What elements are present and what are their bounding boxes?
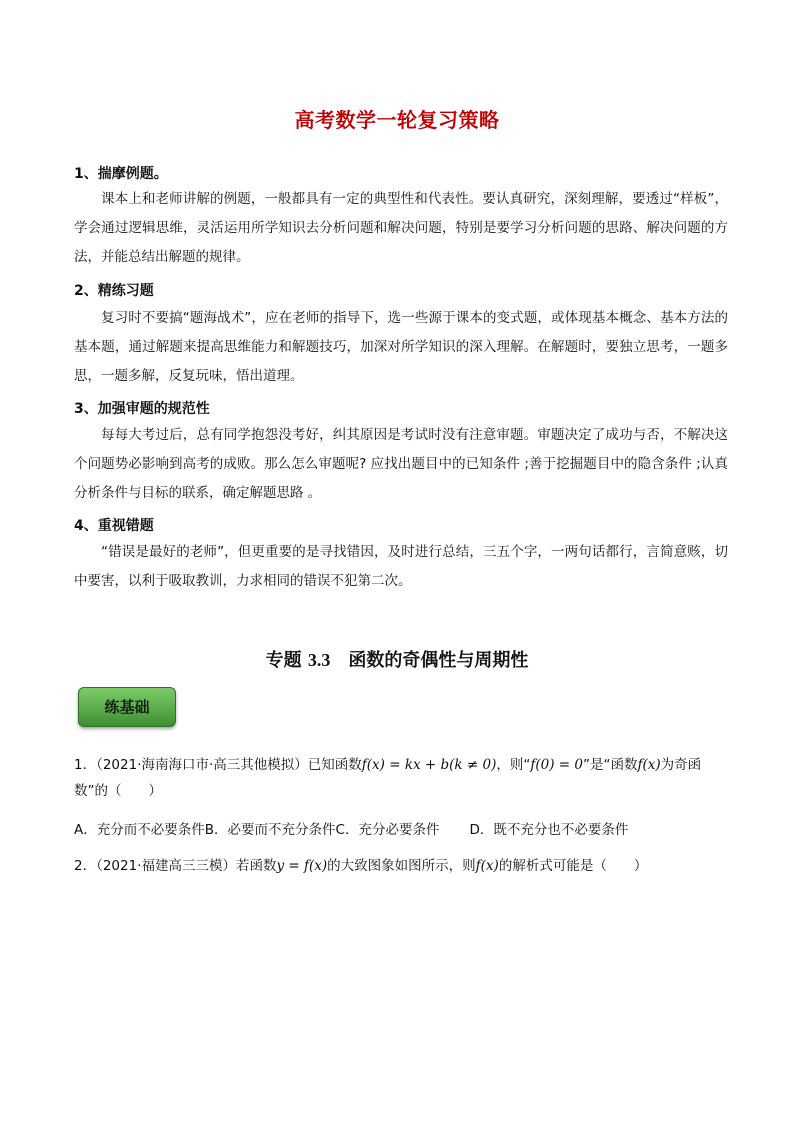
topic-title: 函数的奇偶性与周期性 <box>348 650 529 671</box>
q1-option-c: C．充分必要条件 <box>335 822 440 838</box>
section-text-1: 课本上和老师讲解的例题，一般都具有一定的典型性和代表性。要认真研究，深刻理解，要透过“样板”，学会通过逻辑思维，灵活运用所学知识去分析问题和解决问题，特别是要学习分析问题的思路、解决问题的方法，并能总结出解题的规律。 <box>74 191 728 265</box>
q1-mid-2: ”是“函数 <box>582 757 638 773</box>
q2-mid: 的大致图象如图所示，则 <box>327 858 476 874</box>
q1-option-d: D．既不充分也不必要条件 <box>469 822 629 838</box>
question-1 <box>74 752 734 804</box>
section-heading-4: 4、重视错题 <box>74 518 154 534</box>
q1-suffix: 为奇函数”的（ ） <box>74 757 702 799</box>
q1-formula-3: f(x) <box>637 757 661 773</box>
section-text-2: 复习时不要搞“题海战术”，应在老师的指导下，选一些源于课本的变式题，或体现基本概念、基本方法的基本题，通过解题来提高思维能力和解题技巧，加深对所学知识的深入理解。在解题时，要独立思考，一题多思，一题多解，反复玩味，悟出道理。 <box>74 310 728 384</box>
q1-formula-1: f(x) = kx + b(k ≠ 0) <box>361 757 497 773</box>
topic-number: 3.3 <box>307 650 331 670</box>
section-heading-3: 3、加强审题的规范性 <box>74 401 210 417</box>
section-heading-1: 1、揣摩例题。 <box>74 166 168 182</box>
section-heading-2: 2、精练习题 <box>74 283 154 299</box>
section-text-3: 每每大考过后，总有同学抱怨没考好，纠其原因是考试时没有注意审题。审题决定了成功与否，不解决这个问题势必影响到高考的成败。那么怎么审题呢? 应找出题目中的已知条件 ;善于挖掘题目中的隐含条件 ;认真分析条件与目标的联系，确定解题思路 。 <box>74 427 728 501</box>
q2-prefix: 2．（2021·福建高三三模）若函数 <box>74 858 277 874</box>
q1-option-b: B．必要而不充分条件 <box>204 822 336 838</box>
q1-option-a: A．充分而不必要条件 <box>74 822 205 838</box>
question-1-options <box>74 820 734 840</box>
topic-prefix: 专题 <box>265 650 308 671</box>
q2-suffix: 的解析式可能是（ ） <box>498 858 648 874</box>
q2-formula-2: f(x) <box>475 858 499 874</box>
topic-heading <box>0 646 794 672</box>
section-text-4: “错误是最好的老师”，但更重要的是寻找错因，及时进行总结，三五个字，一两句话都行，言简意赅，切中要害，以利于吸取教训，力求相同的错误不犯第二次。 <box>74 544 728 589</box>
question-2 <box>74 856 734 876</box>
q1-mid-1: ，则“ <box>496 757 531 773</box>
q1-prefix: 1．（2021·海南海口市·高三其他模拟）已知函数 <box>74 757 362 773</box>
practice-basics-badge: 练基础 <box>78 687 176 727</box>
page-title: 高考数学一轮复习策略 <box>294 108 500 132</box>
q2-formula-1: y = f(x) <box>276 858 328 874</box>
q1-formula-2: f(0) = 0 <box>530 757 583 773</box>
